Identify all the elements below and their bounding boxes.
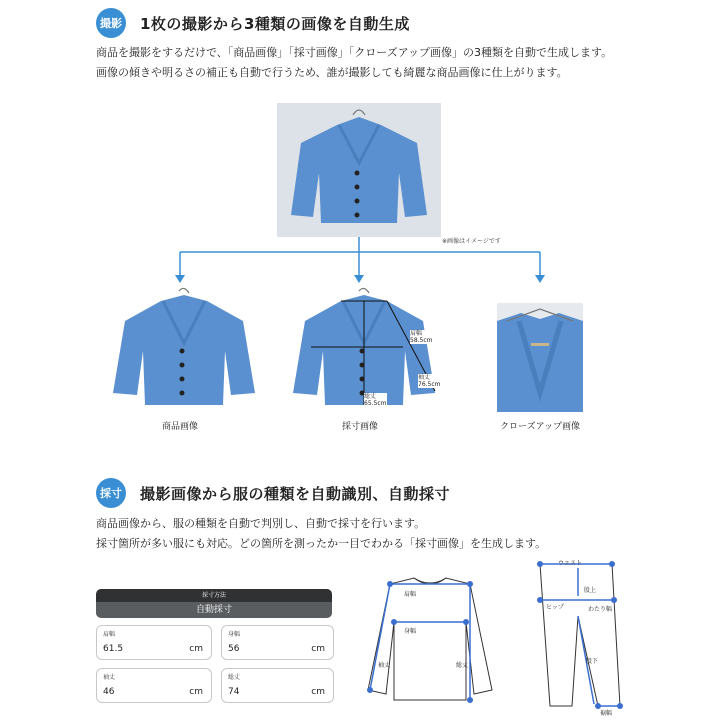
field-shoulder-unit: cm <box>189 644 203 654</box>
field-sleeve-unit: cm <box>189 687 203 697</box>
field-sleeve[interactable] <box>96 668 212 703</box>
section-title-photo: 1枚の撮影から3種類の画像を自動生成 <box>140 15 410 33</box>
flow-arrows <box>170 237 550 287</box>
field-length[interactable] <box>221 668 334 703</box>
pants-label-rise: 股上 <box>584 587 597 594</box>
section-title-measure: 撮影画像から服の種類を自動識別、自動採寸 <box>140 485 451 503</box>
measure-label-sleeve: 袖丈 76.5cm <box>418 374 441 388</box>
measure-method-selector[interactable] <box>96 589 332 618</box>
shirt-label-chest: 身幅 <box>404 628 417 635</box>
pants-measure-diagram <box>528 556 628 716</box>
cardigan-product-illustration <box>95 287 265 412</box>
pants-label-thigh: わたり幅 <box>588 606 613 613</box>
field-length-value: 74 <box>228 687 240 697</box>
caption-product-image: 商品画像 <box>161 422 198 432</box>
field-chest-value: 56 <box>228 644 240 654</box>
measure-method-value: 自動採寸 <box>96 602 332 618</box>
section2-desc-line1: 商品画像から、服の種類を自動で判別し、自動で採寸を行います。 <box>96 517 426 530</box>
section-desc-line1: 商品を撮影をするだけで、「商品画像」「採寸画像」「クローズアップ画像」の3種類を自動で生成します。 <box>96 46 613 59</box>
source-photo <box>277 103 441 237</box>
shirt-label-sleeve: 袖丈 <box>378 662 391 669</box>
shirt-label-length: 総丈 <box>456 662 469 669</box>
field-length-label: 総丈 <box>228 674 241 681</box>
product-image <box>95 287 265 412</box>
cardigan-closeup-illustration <box>497 303 583 412</box>
pants-label-inseam: 股下 <box>586 658 599 665</box>
cardigan-photo-illustration <box>277 103 441 237</box>
measure-method-label: 採寸方法 <box>96 589 332 602</box>
section-badge-photo: 撮影 <box>96 8 126 38</box>
measure-label-length: 総丈 65.5cm <box>364 393 387 407</box>
section-badge-measure: 採寸 <box>96 478 126 508</box>
field-shoulder[interactable] <box>96 625 212 660</box>
closeup-image <box>497 303 583 412</box>
field-sleeve-label: 袖丈 <box>103 674 116 681</box>
field-chest-unit: cm <box>311 644 325 654</box>
section2-desc-line2: 採寸箇所が多い服にも対応。どの箇所を測ったか一目でわかる「採寸画像」を生成します。 <box>96 537 547 550</box>
cardigan-measure-illustration <box>275 287 445 412</box>
shirt-label-shoulder: 肩幅 <box>404 591 417 598</box>
pants-label-hip: ヒップ <box>546 604 564 611</box>
field-sleeve-value: 46 <box>103 687 115 697</box>
field-length-unit: cm <box>311 687 325 697</box>
field-shoulder-value: 61.5 <box>103 644 124 654</box>
shirt-measure-diagram <box>360 572 500 712</box>
field-shoulder-label: 肩幅 <box>103 631 116 638</box>
section-desc-line2: 画像の傾きや明るさの補正も自動で行うため、誰が撮影しても綺麗な商品画像に仕上がります。 <box>96 66 568 79</box>
caption-measurement-image: 採寸画像 <box>341 422 378 432</box>
pants-label-hem: 裾幅 <box>600 710 613 717</box>
field-chest[interactable] <box>221 625 334 660</box>
field-chest-label: 身幅 <box>228 631 241 638</box>
measurement-image <box>275 287 445 412</box>
image-note: ※画像はイメージです <box>442 238 501 245</box>
caption-closeup-image: クローズアップ画像 <box>500 422 580 432</box>
pants-label-waist: ウエスト <box>558 560 583 567</box>
measure-label-shoulder: 肩幅 58.5cm <box>410 330 433 344</box>
